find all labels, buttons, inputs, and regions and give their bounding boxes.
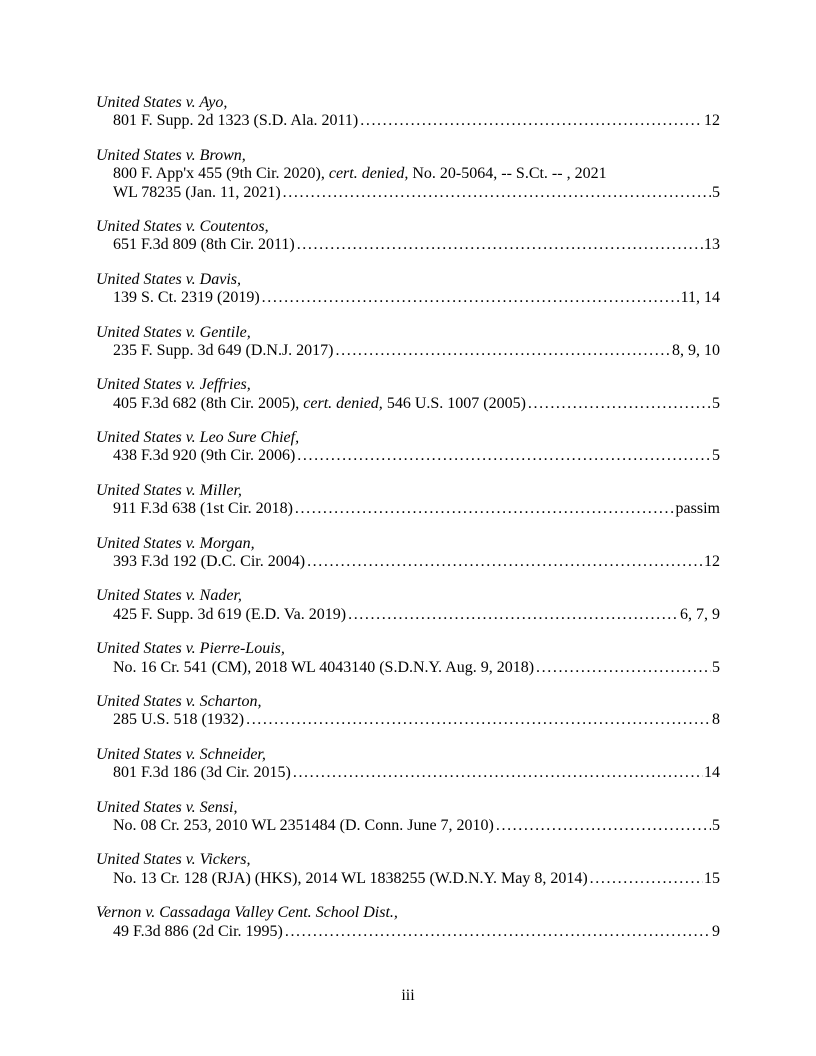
citation-line <box>96 553 720 571</box>
dot-leader <box>283 184 711 202</box>
citation-line <box>96 711 720 729</box>
citation-line <box>96 342 720 360</box>
citation-text: 651 F.3d 809 (8th Cir. 2011) <box>113 236 295 254</box>
case-entry <box>96 693 720 730</box>
citation-line <box>96 395 720 413</box>
citation-line <box>96 659 720 677</box>
case-name-italic: United States v. Scharton, <box>96 692 262 710</box>
dot-leader <box>590 870 703 888</box>
dot-leader <box>360 112 703 130</box>
page-reference: 15 <box>704 869 720 887</box>
page-reference: 5 <box>712 183 720 201</box>
case-name <box>96 640 720 658</box>
citation-line <box>96 184 720 202</box>
case-entry <box>96 429 720 466</box>
dot-leader <box>297 236 703 254</box>
citation-text: No. 13 Cr. 128 (RJA) (HKS), 2014 WL 1838255 (W.D.N.Y. May 8, 2014) <box>113 869 588 887</box>
citation-line <box>96 236 720 254</box>
case-name-italic: United States v. Schneider, <box>96 745 266 763</box>
page-reference: 5 <box>712 447 720 465</box>
dot-leader <box>297 447 711 465</box>
case-entry <box>96 271 720 308</box>
citation-text: 438 F.3d 920 (9th Cir. 2006) <box>113 447 296 465</box>
citation-text: 49 F.3d 886 (2d Cir. 1995) <box>113 922 283 940</box>
page-reference: 5 <box>712 658 720 676</box>
case-name <box>96 218 720 236</box>
dot-leader <box>246 711 711 729</box>
page-reference: 12 <box>704 553 720 571</box>
case-name-italic: United States v. Brown, <box>96 146 246 164</box>
case-name-italic: United States v. Ayo, <box>96 94 228 111</box>
dot-leader <box>336 342 671 360</box>
page-reference: 9 <box>712 922 720 940</box>
case-name <box>96 904 720 922</box>
page-reference: 8 <box>712 711 720 729</box>
dot-leader <box>262 289 680 307</box>
case-name <box>96 147 720 165</box>
dot-leader <box>285 923 711 941</box>
citation-text: 285 U.S. 518 (1932) <box>113 711 245 729</box>
case-entry <box>96 799 720 836</box>
case-name-italic: United States v. Coutentos, <box>96 217 269 235</box>
case-name-italic: United States v. Jeffries, <box>96 376 251 394</box>
citation-text: 801 F. Supp. 2d 1323 (S.D. Ala. 2011) <box>113 112 359 130</box>
case-name-italic: United States v. Sensi, <box>96 798 238 816</box>
case-name <box>96 324 720 342</box>
case-entry <box>96 640 720 677</box>
case-name-italic: United States v. Pierre-Louis, <box>96 640 285 658</box>
citation-text: No. 08 Cr. 253, 2010 WL 2351484 (D. Conn. June 7, 2010) <box>113 816 494 834</box>
page-reference: 5 <box>712 394 720 412</box>
page-reference: 11, 14 <box>680 289 720 307</box>
citation-text: 139 S. Ct. 2319 (2019) <box>113 289 260 307</box>
case-entry <box>96 147 720 202</box>
case-name <box>96 94 720 112</box>
citation-text: 801 F.3d 186 (3d Cir. 2015) <box>113 764 291 782</box>
case-entry <box>96 94 720 131</box>
case-name <box>96 799 720 817</box>
page-number: iii <box>401 986 415 1004</box>
case-name-italic: United States v. Morgan, <box>96 534 255 552</box>
page-reference: 6, 7, 9 <box>680 605 720 623</box>
dot-leader <box>536 659 711 677</box>
case-name <box>96 376 720 394</box>
citation-text: 393 F.3d 192 (D.C. Cir. 2004) <box>113 553 306 571</box>
case-name-italic: United States v. Vickers, <box>96 851 251 869</box>
page-reference: passim <box>675 500 720 518</box>
citation-text: 235 F. Supp. 3d 649 (D.N.J. 2017) <box>113 341 334 359</box>
case-entry <box>96 218 720 255</box>
case-entry <box>96 851 720 888</box>
citation-text: 405 F.3d 682 (8th Cir. 2005), cert. denied, 546 U.S. 1007 (2005) <box>113 394 526 412</box>
case-name-italic: United States v. Miller, <box>96 481 242 499</box>
dot-leader <box>293 764 703 782</box>
dot-leader <box>496 817 711 835</box>
case-name-italic: United States v. Davis, <box>96 270 242 288</box>
case-name <box>96 851 720 869</box>
case-name <box>96 535 720 553</box>
citation-line <box>96 289 720 307</box>
citation-text: WL 78235 (Jan. 11, 2021) <box>113 183 281 201</box>
case-entry <box>96 746 720 783</box>
case-name <box>96 271 720 289</box>
citation-line <box>96 817 720 835</box>
page-reference: 12 <box>704 112 720 130</box>
citation-text: 425 F. Supp. 3d 619 (E.D. Va. 2019) <box>113 605 347 623</box>
case-name-italic: United States v. Gentile, <box>96 323 251 341</box>
case-entry <box>96 904 720 941</box>
citation-line <box>96 500 720 518</box>
citation-line <box>96 112 720 130</box>
case-name <box>96 746 720 764</box>
case-name <box>96 482 720 500</box>
case-name-italic: United States v. Leo Sure Chief, <box>96 429 300 447</box>
case-name <box>96 587 720 605</box>
dot-leader <box>295 500 675 518</box>
case-name-italic: United States v. Nader, <box>96 587 242 605</box>
dot-leader <box>528 395 711 413</box>
page-footer <box>0 987 816 1005</box>
citation-line <box>96 764 720 782</box>
page-reference: 14 <box>704 764 720 782</box>
case-entry <box>96 587 720 624</box>
citation-line <box>96 447 720 465</box>
page-reference: 5 <box>712 816 720 834</box>
citation-text: 911 F.3d 638 (1st Cir. 2018) <box>113 500 293 518</box>
dot-leader <box>307 553 703 571</box>
case-name <box>96 429 720 447</box>
case-name-italic: Vernon v. Cassadaga Valley Cent. School Dist., <box>96 904 398 922</box>
citation-line <box>96 923 720 941</box>
case-entry <box>96 535 720 572</box>
page-reference: 13 <box>704 236 720 254</box>
case-name <box>96 693 720 711</box>
dot-leader <box>348 606 679 624</box>
citation-wrap-line: 800 F. App'x 455 (9th Cir. 2020), cert. denied, No. 20-5064, -- S.Ct. -- , 2021 <box>113 165 607 183</box>
citation-text: No. 16 Cr. 541 (CM), 2018 WL 4043140 (S.D.N.Y. Aug. 9, 2018) <box>113 658 535 676</box>
case-entry <box>96 324 720 361</box>
citation-line <box>96 870 720 888</box>
page-reference: 8, 9, 10 <box>672 341 720 359</box>
case-entry <box>96 482 720 519</box>
citation-line <box>96 606 720 624</box>
case-entry <box>96 376 720 413</box>
